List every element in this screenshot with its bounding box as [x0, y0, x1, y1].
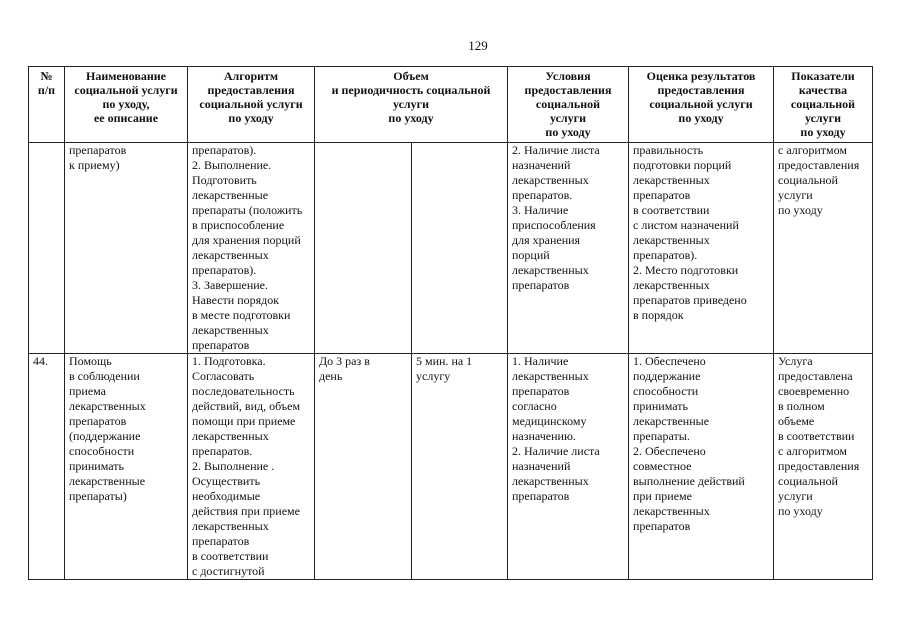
text-line: социальной услуги — [74, 83, 178, 97]
text-line: лекарственных — [633, 173, 710, 187]
text-line: социальной услуги — [199, 97, 303, 111]
text-line: качества — [798, 83, 848, 97]
text-line: в полном — [778, 399, 825, 413]
text-line: по уходу — [678, 111, 724, 125]
text-line: последовательность — [192, 384, 295, 398]
text-line: 2. Обеспечено — [633, 444, 706, 458]
text-line: способности — [69, 444, 135, 458]
text-line: приема — [69, 384, 107, 398]
text-line: лекарственных — [633, 233, 710, 247]
text-line: подготовки порций — [633, 158, 732, 172]
text-line: препаратов — [69, 414, 127, 428]
text-line: предоставлена — [778, 369, 853, 383]
text-line: в приспособление — [192, 218, 285, 232]
text-line: препаратов приведено — [633, 293, 747, 307]
text-line: Согласовать — [192, 369, 255, 383]
text-line: 3. Завершение. — [192, 278, 268, 292]
text-line: с достигнутой — [192, 564, 265, 578]
text-line: в соответствии — [633, 203, 710, 217]
text-line: в соответствии — [778, 429, 855, 443]
text-line: согласно — [512, 399, 557, 413]
cell-indicators — [774, 354, 873, 580]
text-line: Осуществить — [192, 474, 261, 488]
text-line: при приеме — [633, 489, 692, 503]
header-service-name — [65, 67, 188, 143]
text-line: лекарственных — [512, 263, 589, 277]
text-line: выполнение действий — [633, 474, 745, 488]
text-line: 2. Выполнение . — [192, 459, 275, 473]
text-line: принимать — [633, 399, 688, 413]
header-indicators — [774, 67, 873, 143]
text-line: действий, вид, объем — [192, 399, 301, 413]
text-line: Услуга — [778, 354, 813, 368]
text-line: п/п — [37, 83, 56, 97]
text-line: предоставления — [207, 83, 295, 97]
cell-periodicity — [412, 143, 508, 354]
text-line: предоставления — [524, 83, 612, 97]
header-number — [29, 67, 65, 143]
text-line: препаратов — [69, 143, 127, 157]
text-line: препараты) — [69, 489, 127, 503]
text-line: приспособления — [512, 218, 596, 232]
cell-volume — [315, 143, 412, 354]
text-line: лекарственные — [192, 188, 269, 202]
text-line: 1. Подготовка. — [192, 354, 266, 368]
text-line: услугу — [416, 369, 451, 383]
text-line: услуги — [392, 97, 430, 111]
text-line: лекарственные — [633, 414, 710, 428]
text-line: 2. Наличие листа — [512, 143, 600, 157]
text-line: по уходу — [778, 203, 823, 217]
text-line: лекарственных — [633, 504, 710, 518]
text-line: препаратов). — [192, 143, 257, 157]
text-line: услуги — [778, 188, 813, 202]
text-line: назначений — [512, 459, 571, 473]
text-line: лекарственных — [69, 399, 146, 413]
cell-conditions — [508, 143, 629, 354]
text-line: для хранения — [512, 233, 581, 247]
text-line: социальной — [778, 173, 838, 187]
text-line: лекарственные — [69, 474, 146, 488]
text-line: 2. Наличие листа — [512, 444, 600, 458]
text-line: лекарственных — [192, 323, 269, 337]
cell-conditions — [508, 354, 629, 580]
text-line: правильность — [633, 143, 704, 157]
cell-number — [29, 143, 65, 354]
text-line: № — [40, 69, 53, 83]
text-line: для хранения порций — [192, 233, 301, 247]
page-number: 129 — [468, 38, 488, 53]
cell-evaluation — [629, 354, 774, 580]
text-line: предоставления — [778, 158, 860, 172]
text-line: необходимые — [192, 489, 261, 503]
text-line: лекарственных — [512, 173, 589, 187]
cell-periodicity — [412, 354, 508, 580]
text-line: 5 мин. на 1 — [416, 354, 473, 368]
text-line: совместное — [633, 459, 692, 473]
text-line: Навести порядок — [192, 293, 280, 307]
text-line: социальной — [778, 474, 838, 488]
text-line: принимать — [69, 459, 124, 473]
text-line: препаратов — [512, 384, 570, 398]
text-line: препаратов — [512, 489, 570, 503]
table-row — [29, 143, 873, 354]
text-line: Оценка результатов — [646, 69, 756, 83]
text-line: Наименование — [86, 69, 166, 83]
text-line: порций — [512, 248, 550, 262]
text-line: предоставления — [657, 83, 745, 97]
text-line: помощи при приеме — [192, 414, 296, 428]
text-line: способности — [633, 384, 699, 398]
cell-service-name — [65, 143, 188, 354]
text-line: по уходу — [800, 125, 846, 139]
text-line: медицинскому — [512, 414, 587, 428]
header-algorithm — [188, 67, 315, 143]
text-line: препараты (положить — [192, 203, 303, 217]
text-line: объеме — [778, 414, 815, 428]
text-line: назначению. — [512, 429, 576, 443]
text-line: назначений — [512, 158, 571, 172]
text-line: лекарственных — [192, 248, 269, 262]
text-line: в порядок — [633, 308, 684, 322]
header-conditions — [508, 67, 629, 143]
text-line: по уходу — [545, 125, 591, 139]
text-line: 1. Наличие — [512, 354, 569, 368]
text-line: социальной услуги — [649, 97, 753, 111]
text-line: препаратов. — [192, 444, 253, 458]
text-line: в соответствии — [192, 549, 269, 563]
text-line: Подготовить — [192, 173, 257, 187]
services-table — [28, 66, 873, 580]
text-line: в месте подготовки — [192, 308, 291, 322]
text-line: своевременно — [778, 384, 850, 398]
text-line: социальной — [790, 97, 856, 111]
text-line: препараты. — [633, 429, 690, 443]
text-line: (поддержание — [69, 429, 141, 443]
text-line: Помощь — [69, 354, 112, 368]
text-line: по уходу — [388, 111, 434, 125]
text-line: До 3 раз в — [319, 354, 370, 368]
text-line: лекарственных — [192, 429, 269, 443]
text-line: Алгоритм — [223, 69, 279, 83]
text-line: препаратов — [633, 519, 691, 533]
cell-evaluation — [629, 143, 774, 354]
text-line: услуги — [549, 111, 587, 125]
cell-volume — [315, 354, 412, 580]
text-line: 1. Обеспечено — [633, 354, 706, 368]
text-line: ее описание — [93, 111, 159, 125]
text-line: препаратов — [633, 188, 691, 202]
text-line: Объем — [393, 69, 429, 83]
text-line: препаратов — [192, 534, 250, 548]
text-line: с алгоритмом — [778, 444, 847, 458]
text-line: 3. Наличие — [512, 203, 569, 217]
cell-algorithm — [188, 143, 315, 354]
text-line: действия при приеме — [192, 504, 300, 518]
text-line: 2. Выполнение. — [192, 158, 272, 172]
text-line: лекарственных — [512, 474, 589, 488]
text-line: с листом назначений — [633, 218, 739, 232]
text-line: препаратов. — [512, 188, 573, 202]
text-line: препаратов). — [192, 263, 257, 277]
text-line: лекарственных — [633, 278, 710, 292]
text-line: услуги — [804, 111, 842, 125]
table-header-row — [29, 67, 873, 143]
text-line: предоставления — [778, 459, 860, 473]
text-line: препаратов — [512, 278, 570, 292]
header-evaluation — [629, 67, 774, 143]
text-line: день — [319, 369, 343, 383]
text-line: к приему) — [69, 158, 120, 172]
cell-algorithm — [188, 354, 315, 580]
text-line: социальной — [535, 97, 601, 111]
text-line: 2. Место подготовки — [633, 263, 739, 277]
cell-number: 44. — [29, 354, 65, 580]
text-line: лекарственных — [192, 519, 269, 533]
text-line: Показатели — [791, 69, 855, 83]
cell-service-name — [65, 354, 188, 580]
text-line: препаратов — [192, 338, 250, 352]
header-volume — [315, 67, 508, 143]
text-line: по уходу, — [102, 97, 150, 111]
text-line: по уходу — [778, 504, 823, 518]
cell-indicators — [774, 143, 873, 354]
text-line: лекарственных — [512, 369, 589, 383]
text-line: по уходу — [228, 111, 274, 125]
text-line: и периодичность социальной — [331, 83, 491, 97]
text-line: препаратов). — [633, 248, 698, 262]
text-line: поддержание — [633, 369, 701, 383]
text-line: услуги — [778, 489, 813, 503]
table-row — [29, 354, 873, 580]
text-line: Условия — [545, 69, 591, 83]
text-line: в соблюдении — [69, 369, 140, 383]
text-line: с алгоритмом — [778, 143, 847, 157]
